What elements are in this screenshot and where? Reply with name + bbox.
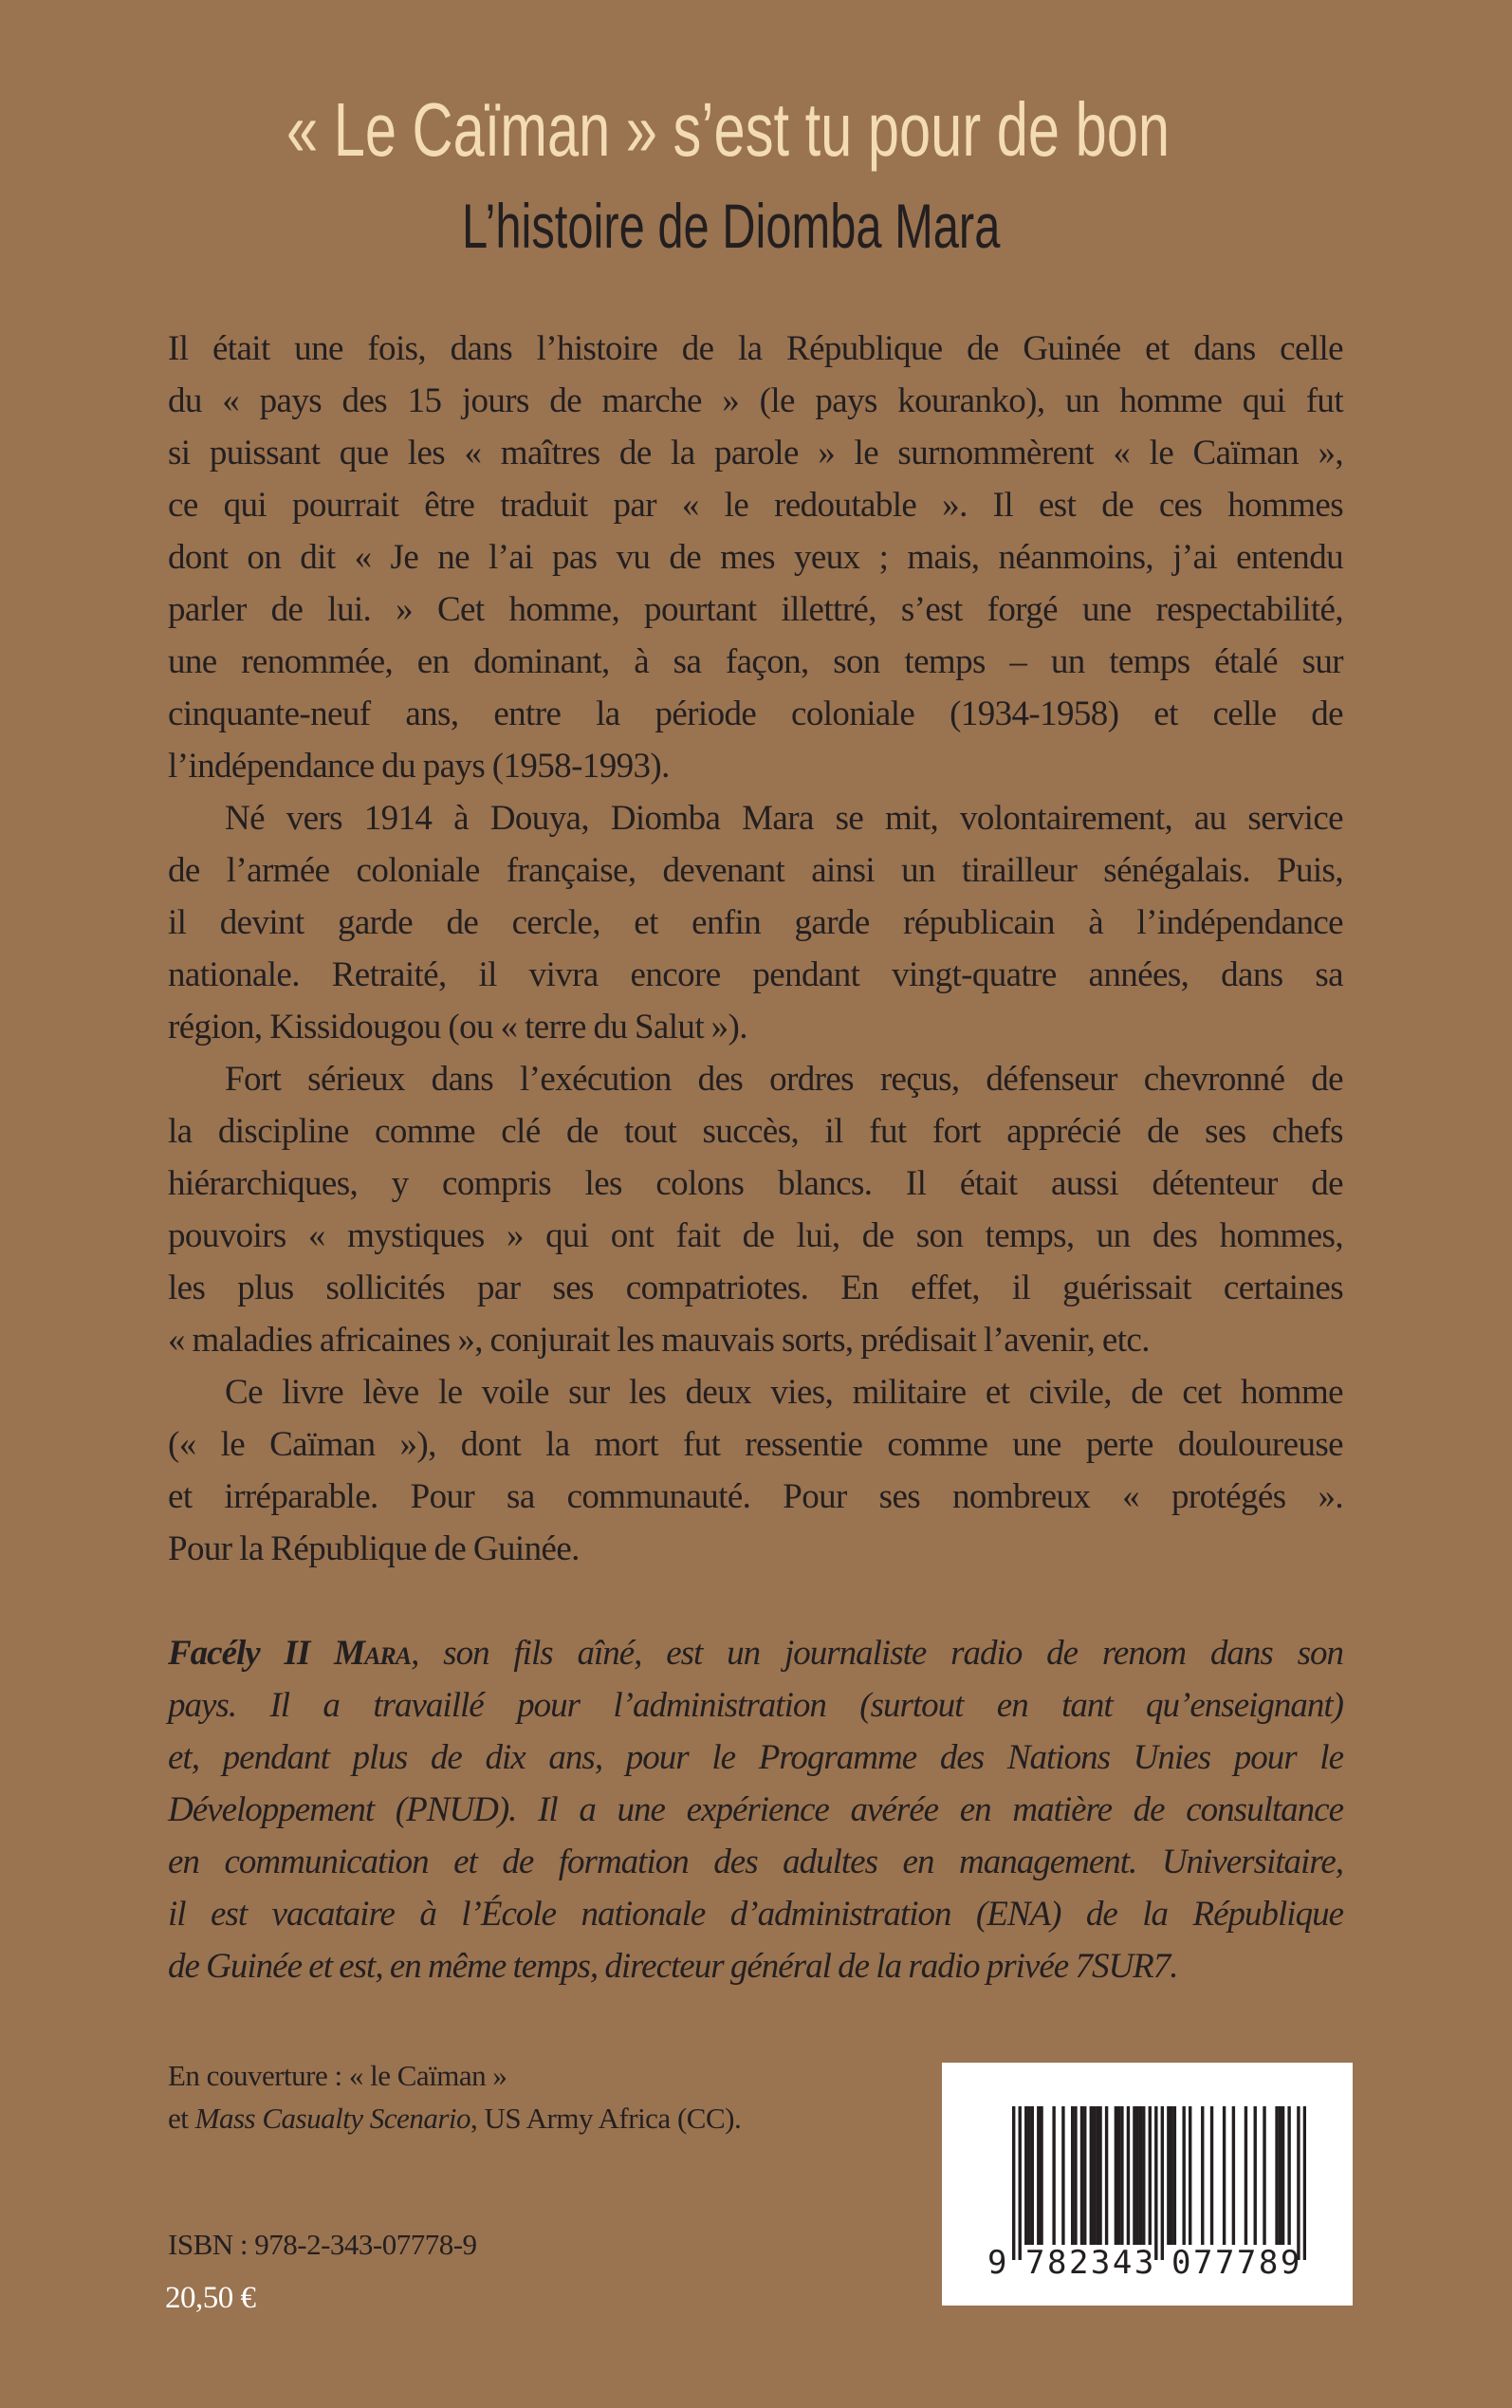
- summary-line: Né vers 1914 à Douya, Diomba Mara se mit, volontairement, au service: [225, 799, 1343, 838]
- summary-line: Il était une fois, dans l’histoire de la République de Guinée et dans celle: [168, 329, 1343, 368]
- author-bio-line: Facély II Mara, son fils aîné, est un journaliste radio de renom dans son: [168, 1634, 1343, 1673]
- author-bio-line: et, pendant plus de dix ans, pour le Programme des Nations Unies pour le: [168, 1738, 1343, 1777]
- summary-line: de l’armée coloniale française, devenant ainsi un tirailleur sénégalais. Puis,: [168, 851, 1343, 890]
- barcode-digit-group: 9: [987, 2244, 1007, 2282]
- author-bio-line: pays. Il a travaillé pour l’administration (surtout en tant qu’enseignant): [168, 1686, 1343, 1725]
- author-bio-line: Développement (PNUD). Il a une expérience avérée en matière de consultance: [168, 1790, 1343, 1829]
- summary-line: les plus sollicités par ses compatriotes. En effet, il guérissait certaines: [168, 1269, 1343, 1307]
- summary-text: [168, 323, 1343, 1575]
- author-bio-line: il est vacataire à l’École nationale d’administration (ENA) de la République: [168, 1895, 1343, 1934]
- summary-line: dont on dit « Je ne l’ai pas vu de mes yeux ; mais, néanmoins, j’ai entendu: [168, 538, 1343, 577]
- summary-line: Fort sérieux dans l’exécution des ordres reçus, défenseur chevronné de: [225, 1060, 1343, 1099]
- summary-line: région, Kissidougou (ou « terre du Salut »).: [168, 1008, 747, 1047]
- book-subtitle: [462, 190, 1046, 266]
- book-subtitle-text: L’histoire de Diomba Mara: [462, 191, 1001, 261]
- barcode-icon: [1012, 2106, 1306, 2260]
- summary-line: si puissant que les « maîtres de la parole » le surnommèrent « le Caïman »,: [168, 434, 1343, 472]
- book-title-text: « Le Caïman » s’est tu pour de bon: [286, 87, 1171, 172]
- barcode-box: [942, 2063, 1353, 2306]
- author-bio-line: en communication et de formation des adultes en management. Universitaire,: [168, 1843, 1343, 1881]
- summary-line: du « pays des 15 jours de marche » (le pays kouranko), un homme qui fut: [168, 381, 1343, 420]
- summary-line: il devint garde de cercle, et enfin garde républicain à l’indépendance: [168, 903, 1343, 942]
- summary-line: (« le Caïman »), dont la mort fut ressentie comme une perte douloureuse: [168, 1425, 1343, 1464]
- cover-credit-line-2: et Mass Casualty Scenario, US Army Africa (CC).: [168, 2102, 742, 2135]
- summary-line: parler de lui. » Cet homme, pourtant illettré, s’est forgé une respectabilité,: [168, 590, 1343, 629]
- summary-line: l’indépendance du pays (1958-1993).: [168, 747, 670, 786]
- isbn: ISBN : 978-2-343-07778-9: [168, 2228, 477, 2261]
- author-bio-line: de Guinée et est, en même temps, directeur général de la radio privée 7SUR7.: [168, 1947, 1178, 1986]
- summary-line: cinquante-neuf ans, entre la période coloniale (1934-1958) et celle de: [168, 695, 1343, 733]
- author-bio: [168, 1627, 1343, 1992]
- cover-image-title: Mass Casualty Scenario: [194, 2102, 470, 2135]
- summary-line: hiérarchiques, y compris les colons blancs. Il était aussi détenteur de: [168, 1164, 1343, 1203]
- price: 20,50 €: [165, 2281, 256, 2315]
- summary-line: nationale. Retraité, il vivra encore pendant vingt-quatre années, dans sa: [168, 955, 1343, 994]
- summary-line: la discipline comme clé de tout succès, il fut fort apprécié de ses chefs: [168, 1112, 1343, 1151]
- barcode-digit-group: 077789: [1171, 2244, 1302, 2282]
- summary-line: « maladies africaines », conjurait les mauvais sorts, prédisait l’avenir, etc.: [168, 1321, 1150, 1360]
- summary-line: Ce livre lève le voile sur les deux vies, militaire et civile, de cet homme: [225, 1373, 1343, 1412]
- summary-line: une renommée, en dominant, à sa façon, son temps – un temps étalé sur: [168, 642, 1343, 681]
- cover-credits: [168, 2054, 927, 2139]
- barcode-digit-group: 782343: [1025, 2244, 1156, 2282]
- author-name: Facély II Mara: [168, 1634, 412, 1673]
- summary-line: ce qui pourrait être traduit par « le redoutable ». Il est de ces hommes: [168, 486, 1343, 525]
- summary-line: Pour la République de Guinée.: [168, 1529, 580, 1568]
- summary-line: et irréparable. Pour sa communauté. Pour ses nombreux « protégés ».: [168, 1477, 1343, 1516]
- cover-credit-line-1: En couverture : « le Caïman »: [168, 2059, 507, 2092]
- summary-line: pouvoirs « mystiques » qui ont fait de lui, de son temps, un des hommes,: [168, 1216, 1343, 1255]
- book-title: [286, 87, 1226, 173]
